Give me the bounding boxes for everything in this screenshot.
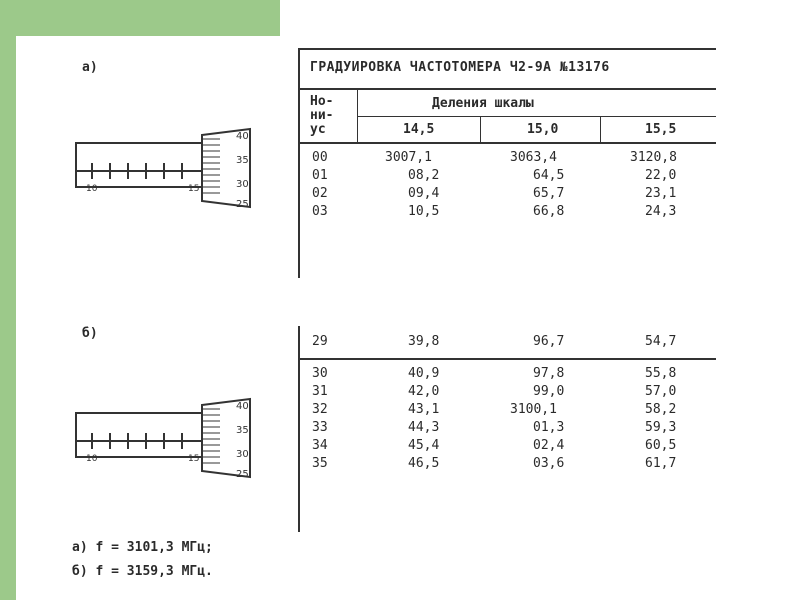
row-a3-col2: 65,7 — [533, 186, 565, 201]
result-b: б) f = 3159,3 МГц. — [72, 564, 213, 579]
row-b4-vernier: 33 — [312, 420, 328, 435]
row-a4-col2: 66,8 — [533, 204, 565, 219]
sleeve-mark-a-2: 15 — [188, 184, 200, 194]
row-b2-vernier: 31 — [312, 384, 328, 399]
row-b2-col1: 42,0 — [408, 384, 440, 399]
scale-column-1: 14,5 — [403, 122, 435, 137]
row-b6-vernier: 35 — [312, 456, 328, 471]
table-b-divider — [298, 358, 716, 360]
header-subdivider — [358, 116, 716, 117]
sleeve-mark-a-1: 10 — [86, 184, 98, 194]
scale-column-3: 15,5 — [645, 122, 677, 137]
row-b5-col2: 02,4 — [533, 438, 565, 453]
row-b1-vernier: 30 — [312, 366, 328, 381]
thimble-mark-a-3: 30 — [236, 179, 249, 190]
row-a1-col2: 3063,4 — [510, 150, 557, 165]
header-col-divider-2 — [600, 117, 601, 142]
sleeve-a — [76, 143, 202, 187]
row-b4-col1: 44,3 — [408, 420, 440, 435]
table-a-left-border — [298, 48, 300, 278]
row-b0-col3: 54,7 — [645, 334, 677, 349]
thimble-mark-b-3: 30 — [236, 449, 249, 460]
sleeve-b — [76, 413, 202, 457]
row-b6-col1: 46,5 — [408, 456, 440, 471]
row-b3-col2: 3100,1 — [510, 402, 557, 417]
row-b6-col2: 03,6 — [533, 456, 565, 471]
sleeve-mark-b-2: 15 — [188, 454, 200, 464]
sleeve-mark-b-1: 10 — [86, 454, 98, 464]
row-a3-col1: 09,4 — [408, 186, 440, 201]
decorative-green-bar-top — [0, 0, 280, 36]
row-b1-col3: 55,8 — [645, 366, 677, 381]
header-scale-divisions: Деления шкалы — [432, 96, 534, 111]
row-a2-col3: 22,0 — [645, 168, 677, 183]
thimble-mark-a-1: 40 — [236, 131, 249, 142]
row-b1-col1: 40,9 — [408, 366, 440, 381]
row-a2-col1: 08,2 — [408, 168, 440, 183]
row-b2-col2: 99,0 — [533, 384, 565, 399]
row-b0-col2: 96,7 — [533, 334, 565, 349]
thimble-mark-b-1: 40 — [236, 401, 249, 412]
row-a2-col2: 64,5 — [533, 168, 565, 183]
row-b4-col3: 59,3 — [645, 420, 677, 435]
row-b3-col1: 43,1 — [408, 402, 440, 417]
row-a1-col3: 3120,8 — [630, 150, 677, 165]
thimble-mark-a-2: 35 — [236, 155, 249, 166]
header-vernier-line1: Но- — [310, 94, 334, 109]
panel-label-b: б) — [82, 326, 98, 341]
row-b3-col3: 58,2 — [645, 402, 677, 417]
row-b5-col1: 45,4 — [408, 438, 440, 453]
header-vernier-line3: ус — [310, 122, 326, 137]
row-a3-col3: 23,1 — [645, 186, 677, 201]
row-b0-col1: 39,8 — [408, 334, 440, 349]
row-a3-vernier: 02 — [312, 186, 328, 201]
row-a4-col3: 24,3 — [645, 204, 677, 219]
scale-column-2: 15,0 — [527, 122, 559, 137]
header-col-divider-1 — [480, 117, 481, 142]
row-a4-vernier: 03 — [312, 204, 328, 219]
row-b6-col3: 61,7 — [645, 456, 677, 471]
result-a: а) f = 3101,3 МГц; — [72, 540, 213, 555]
micrometer-drawing-a — [70, 125, 270, 215]
row-a2-vernier: 01 — [312, 168, 328, 183]
thimble-mark-b-2: 35 — [236, 425, 249, 436]
row-a1-col1: 3007,1 — [385, 150, 432, 165]
table-b-left-border — [298, 326, 300, 532]
header-bottom-border — [298, 142, 716, 144]
row-b3-vernier: 32 — [312, 402, 328, 417]
thimble-mark-a-4: 25 — [236, 199, 249, 210]
row-a1-vernier: 00 — [312, 150, 328, 165]
table-a-title-divider — [298, 88, 716, 90]
row-b2-col3: 57,0 — [645, 384, 677, 399]
table-a-top-border — [298, 48, 716, 50]
row-b0-vernier: 29 — [312, 334, 328, 349]
table-title: ГРАДУИРОВКА ЧАСТОТОМЕРА Ч2-9А №13176 — [310, 60, 610, 75]
row-b5-vernier: 34 — [312, 438, 328, 453]
row-b1-col2: 97,8 — [533, 366, 565, 381]
micrometer-drawing-b — [70, 395, 270, 485]
row-a4-col1: 10,5 — [408, 204, 440, 219]
row-b4-col2: 01,3 — [533, 420, 565, 435]
header-vernier-line2: ни- — [310, 108, 334, 123]
decorative-green-bar-left — [0, 0, 16, 600]
panel-label-a: а) — [82, 60, 98, 75]
row-b5-col3: 60,5 — [645, 438, 677, 453]
thimble-mark-b-4: 25 — [236, 469, 249, 480]
